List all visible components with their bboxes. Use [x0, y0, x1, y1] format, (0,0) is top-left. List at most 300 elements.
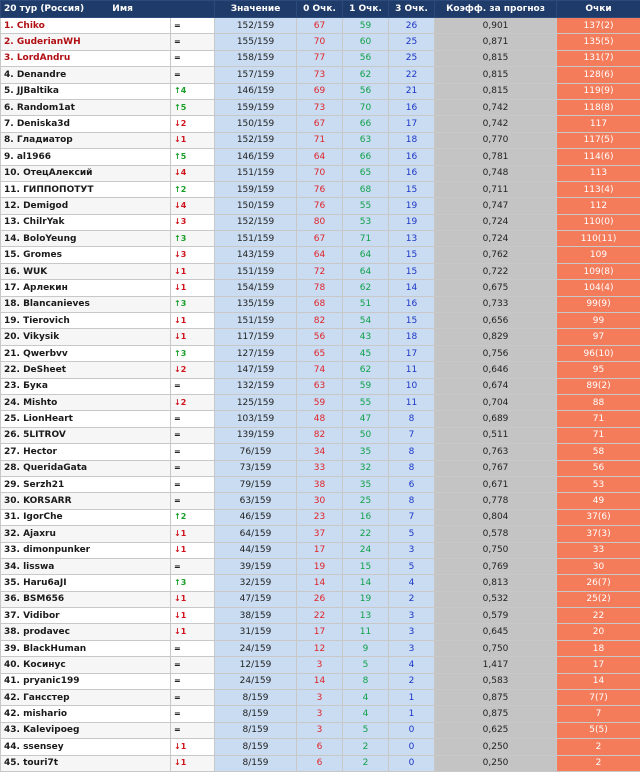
player-name: 37. Vidibor: [1, 608, 171, 624]
coefficient-cell: 0,871: [435, 34, 557, 50]
table-row: [1, 558, 640, 574]
coefficient-cell: 0,750: [435, 542, 557, 558]
table-row: [1, 67, 640, 83]
value-cell: 150/159: [215, 116, 297, 132]
three-points-cell: 15: [389, 263, 435, 279]
table-row: [1, 427, 640, 443]
table-row: [1, 165, 640, 181]
three-points-cell: 8: [389, 460, 435, 476]
player-name: 34. lisswa: [1, 558, 171, 574]
one-point-cell: 16: [343, 509, 389, 525]
coefficient-cell: 0,815: [435, 50, 557, 66]
zero-points-cell: 23: [297, 509, 343, 525]
points-cell: 88: [557, 394, 640, 410]
zero-points-cell: 6: [297, 739, 343, 755]
zero-points-cell: 3: [297, 657, 343, 673]
one-point-cell: 19: [343, 591, 389, 607]
trend-indicator: ↓1: [171, 329, 215, 345]
value-cell: 24/159: [215, 673, 297, 689]
coefficient-cell: 0,750: [435, 640, 557, 656]
trend-indicator: ↓1: [171, 313, 215, 329]
header-value: Значение: [215, 1, 297, 18]
value-cell: 47/159: [215, 591, 297, 607]
player-name: 16. WUK: [1, 263, 171, 279]
points-cell: 22: [557, 608, 640, 624]
table-row: [1, 411, 640, 427]
coefficient-cell: 0,804: [435, 509, 557, 525]
value-cell: 159/159: [215, 99, 297, 115]
three-points-cell: 1: [389, 706, 435, 722]
value-cell: 32/159: [215, 575, 297, 591]
three-points-cell: 16: [389, 99, 435, 115]
zero-points-cell: 38: [297, 476, 343, 492]
trend-indicator: =: [171, 558, 215, 574]
zero-points-cell: 68: [297, 296, 343, 312]
value-cell: 44/159: [215, 542, 297, 558]
coefficient-cell: 0,762: [435, 247, 557, 263]
zero-points-cell: 64: [297, 149, 343, 165]
points-cell: 137(2): [557, 18, 640, 34]
zero-points-cell: 48: [297, 411, 343, 427]
player-name: 22. DeSheet: [1, 362, 171, 378]
player-name: 14. BoloYeung: [1, 231, 171, 247]
coefficient-cell: 0,656: [435, 313, 557, 329]
zero-points-cell: 59: [297, 394, 343, 410]
trend-indicator: =: [171, 493, 215, 509]
points-cell: 118(8): [557, 99, 640, 115]
three-points-cell: 11: [389, 394, 435, 410]
trend-indicator: ↑4: [171, 83, 215, 99]
three-points-cell: 2: [389, 591, 435, 607]
coefficient-cell: 0,578: [435, 526, 557, 542]
value-cell: 8/159: [215, 755, 297, 771]
trend-indicator: ↓4: [171, 198, 215, 214]
trend-indicator: ↑2: [171, 509, 215, 525]
trend-indicator: ↓3: [171, 247, 215, 263]
header-three-points: 3 Очк.: [389, 1, 435, 18]
zero-points-cell: 64: [297, 247, 343, 263]
player-name: 4. Denandre: [1, 67, 171, 83]
player-name: 36. BSM656: [1, 591, 171, 607]
three-points-cell: 5: [389, 558, 435, 574]
value-cell: 8/159: [215, 739, 297, 755]
table-row: [1, 509, 640, 525]
points-cell: 99: [557, 313, 640, 329]
table-row: [1, 460, 640, 476]
three-points-cell: 15: [389, 313, 435, 329]
zero-points-cell: 82: [297, 313, 343, 329]
player-name: 15. Gromes: [1, 247, 171, 263]
table-row: [1, 493, 640, 509]
value-cell: 38/159: [215, 608, 297, 624]
table-row: [1, 526, 640, 542]
one-point-cell: 54: [343, 313, 389, 329]
trend-indicator: ↓1: [171, 526, 215, 542]
zero-points-cell: 70: [297, 34, 343, 50]
table-row: [1, 444, 640, 460]
player-name: 29. Serzh21: [1, 476, 171, 492]
trend-indicator: ↑3: [171, 231, 215, 247]
points-cell: 109(8): [557, 263, 640, 279]
one-point-cell: 22: [343, 526, 389, 542]
three-points-cell: 0: [389, 739, 435, 755]
header-zero-points: 0 Очк.: [297, 1, 343, 18]
zero-points-cell: 69: [297, 83, 343, 99]
value-cell: 151/159: [215, 263, 297, 279]
trend-indicator: ↓2: [171, 116, 215, 132]
three-points-cell: 16: [389, 165, 435, 181]
three-points-cell: 13: [389, 231, 435, 247]
value-cell: 147/159: [215, 362, 297, 378]
points-cell: 49: [557, 493, 640, 509]
points-cell: 14: [557, 673, 640, 689]
table-row: [1, 673, 640, 689]
trend-indicator: ↑3: [171, 296, 215, 312]
trend-indicator: ↓2: [171, 362, 215, 378]
value-cell: 143/159: [215, 247, 297, 263]
one-point-cell: 68: [343, 181, 389, 197]
coefficient-cell: 0,250: [435, 755, 557, 771]
points-cell: 110(11): [557, 231, 640, 247]
three-points-cell: 3: [389, 640, 435, 656]
trend-indicator: ↑2: [171, 181, 215, 197]
one-point-cell: 53: [343, 214, 389, 230]
table-row: [1, 132, 640, 148]
coefficient-cell: 0,645: [435, 624, 557, 640]
three-points-cell: 8: [389, 444, 435, 460]
zero-points-cell: 82: [297, 427, 343, 443]
zero-points-cell: 3: [297, 690, 343, 706]
coefficient-cell: 0,875: [435, 690, 557, 706]
trend-indicator: ↓4: [171, 165, 215, 181]
points-cell: 5(5): [557, 722, 640, 738]
three-points-cell: 17: [389, 345, 435, 361]
one-point-cell: 65: [343, 165, 389, 181]
table-row: [1, 34, 640, 50]
points-cell: 37(6): [557, 509, 640, 525]
value-cell: 125/159: [215, 394, 297, 410]
coefficient-cell: 0,722: [435, 263, 557, 279]
player-name: 8. Гладиатор: [1, 132, 171, 148]
zero-points-cell: 30: [297, 493, 343, 509]
one-point-cell: 66: [343, 116, 389, 132]
one-point-cell: 59: [343, 378, 389, 394]
player-name: 12. Demigod: [1, 198, 171, 214]
coefficient-cell: 0,763: [435, 444, 557, 460]
player-name: 35. Haru6aJI: [1, 575, 171, 591]
trend-indicator: ↓1: [171, 132, 215, 148]
trend-indicator: =: [171, 460, 215, 476]
one-point-cell: 55: [343, 394, 389, 410]
one-point-cell: 9: [343, 640, 389, 656]
points-cell: 104(4): [557, 280, 640, 296]
player-name: 28. QueridaGata: [1, 460, 171, 476]
zero-points-cell: 72: [297, 263, 343, 279]
player-name: 17. Арлекин: [1, 280, 171, 296]
player-name: 10. ОтецАлексий: [1, 165, 171, 181]
zero-points-cell: 74: [297, 362, 343, 378]
zero-points-cell: 22: [297, 608, 343, 624]
player-name: 5. JJBaltika: [1, 83, 171, 99]
coefficient-cell: 0,742: [435, 116, 557, 132]
three-points-cell: 8: [389, 493, 435, 509]
player-name: 38. prodavec: [1, 624, 171, 640]
header-round-name: [1, 1, 215, 18]
three-points-cell: 8: [389, 411, 435, 427]
table-row: [1, 739, 640, 755]
value-cell: 151/159: [215, 165, 297, 181]
value-cell: 152/159: [215, 214, 297, 230]
value-cell: 154/159: [215, 280, 297, 296]
one-point-cell: 47: [343, 411, 389, 427]
player-name: 27. Hector: [1, 444, 171, 460]
zero-points-cell: 80: [297, 214, 343, 230]
points-cell: 2: [557, 755, 640, 771]
zero-points-cell: 67: [297, 18, 343, 34]
zero-points-cell: 6: [297, 755, 343, 771]
table-row: [1, 116, 640, 132]
zero-points-cell: 70: [297, 165, 343, 181]
one-point-cell: 51: [343, 296, 389, 312]
header-name: Имя: [112, 4, 133, 14]
value-cell: 146/159: [215, 149, 297, 165]
points-cell: 117(5): [557, 132, 640, 148]
coefficient-cell: 0,770: [435, 132, 557, 148]
one-point-cell: 50: [343, 427, 389, 443]
player-name: 32. Ajaxru: [1, 526, 171, 542]
three-points-cell: 22: [389, 67, 435, 83]
coefficient-cell: 0,813: [435, 575, 557, 591]
three-points-cell: 0: [389, 755, 435, 771]
zero-points-cell: 78: [297, 280, 343, 296]
player-name: 11. ГИППОПОТУТ: [1, 181, 171, 197]
one-point-cell: 11: [343, 624, 389, 640]
points-cell: 33: [557, 542, 640, 558]
value-cell: 152/159: [215, 132, 297, 148]
value-cell: 159/159: [215, 181, 297, 197]
trend-indicator: =: [171, 722, 215, 738]
points-cell: 119(9): [557, 83, 640, 99]
value-cell: 8/159: [215, 706, 297, 722]
one-point-cell: 59: [343, 18, 389, 34]
one-point-cell: 5: [343, 657, 389, 673]
one-point-cell: 55: [343, 198, 389, 214]
table-row: [1, 591, 640, 607]
points-cell: 109: [557, 247, 640, 263]
table-row: [1, 476, 640, 492]
table-row: [1, 608, 640, 624]
one-point-cell: 56: [343, 50, 389, 66]
three-points-cell: 21: [389, 83, 435, 99]
one-point-cell: 2: [343, 755, 389, 771]
player-name: 3. LordAndru: [1, 50, 171, 66]
value-cell: 127/159: [215, 345, 297, 361]
three-points-cell: 4: [389, 575, 435, 591]
trend-indicator: ↓1: [171, 755, 215, 771]
table-row: [1, 50, 640, 66]
player-name: 6. Random1at: [1, 99, 171, 115]
points-cell: 99(9): [557, 296, 640, 312]
three-points-cell: 19: [389, 214, 435, 230]
zero-points-cell: 3: [297, 706, 343, 722]
zero-points-cell: 34: [297, 444, 343, 460]
zero-points-cell: 17: [297, 542, 343, 558]
trend-indicator: ↓3: [171, 214, 215, 230]
table-row: [1, 542, 640, 558]
player-name: 1. Chiko: [1, 18, 171, 34]
coefficient-cell: 0,875: [435, 706, 557, 722]
player-name: 25. LionHeart: [1, 411, 171, 427]
one-point-cell: 14: [343, 575, 389, 591]
one-point-cell: 8: [343, 673, 389, 689]
coefficient-cell: 0,724: [435, 231, 557, 247]
coefficient-cell: 0,704: [435, 394, 557, 410]
table-row: [1, 247, 640, 263]
value-cell: 151/159: [215, 231, 297, 247]
points-cell: 113: [557, 165, 640, 181]
three-points-cell: 25: [389, 34, 435, 50]
three-points-cell: 26: [389, 18, 435, 34]
three-points-cell: 7: [389, 427, 435, 443]
coefficient-cell: 0,733: [435, 296, 557, 312]
zero-points-cell: 12: [297, 640, 343, 656]
points-cell: 26(7): [557, 575, 640, 591]
value-cell: 152/159: [215, 18, 297, 34]
trend-indicator: =: [171, 427, 215, 443]
three-points-cell: 19: [389, 198, 435, 214]
one-point-cell: 35: [343, 444, 389, 460]
value-cell: 151/159: [215, 313, 297, 329]
one-point-cell: 15: [343, 558, 389, 574]
points-cell: 117: [557, 116, 640, 132]
one-point-cell: 4: [343, 690, 389, 706]
coefficient-cell: 0,583: [435, 673, 557, 689]
table-row: [1, 263, 640, 279]
coefficient-cell: 0,815: [435, 83, 557, 99]
zero-points-cell: 19: [297, 558, 343, 574]
one-point-cell: 63: [343, 132, 389, 148]
zero-points-cell: 33: [297, 460, 343, 476]
one-point-cell: 35: [343, 476, 389, 492]
value-cell: 117/159: [215, 329, 297, 345]
value-cell: 46/159: [215, 509, 297, 525]
points-cell: 56: [557, 460, 640, 476]
coefficient-cell: 0,579: [435, 608, 557, 624]
coefficient-cell: 0,748: [435, 165, 557, 181]
points-cell: 110(0): [557, 214, 640, 230]
one-point-cell: 32: [343, 460, 389, 476]
points-cell: 89(2): [557, 378, 640, 394]
coefficient-cell: 0,756: [435, 345, 557, 361]
zero-points-cell: 73: [297, 67, 343, 83]
table-row: [1, 280, 640, 296]
three-points-cell: 15: [389, 247, 435, 263]
zero-points-cell: 3: [297, 722, 343, 738]
trend-indicator: =: [171, 657, 215, 673]
player-name: 13. ChilrYak: [1, 214, 171, 230]
table-row: [1, 149, 640, 165]
coefficient-cell: 0,767: [435, 460, 557, 476]
one-point-cell: 13: [343, 608, 389, 624]
trend-indicator: ↑3: [171, 345, 215, 361]
three-points-cell: 3: [389, 608, 435, 624]
coefficient-cell: 0,250: [435, 739, 557, 755]
one-point-cell: 4: [343, 706, 389, 722]
coefficient-cell: 0,724: [435, 214, 557, 230]
one-point-cell: 24: [343, 542, 389, 558]
trend-indicator: ↓1: [171, 591, 215, 607]
three-points-cell: 10: [389, 378, 435, 394]
three-points-cell: 15: [389, 181, 435, 197]
player-name: 21. Qwerbvv: [1, 345, 171, 361]
points-cell: 135(5): [557, 34, 640, 50]
points-cell: 7: [557, 706, 640, 722]
zero-points-cell: 63: [297, 378, 343, 394]
trend-indicator: ↓1: [171, 542, 215, 558]
value-cell: 24/159: [215, 640, 297, 656]
table-row: [1, 362, 640, 378]
player-name: 31. IgorChe: [1, 509, 171, 525]
coefficient-cell: 0,511: [435, 427, 557, 443]
value-cell: 135/159: [215, 296, 297, 312]
one-point-cell: 71: [343, 231, 389, 247]
zero-points-cell: 76: [297, 181, 343, 197]
zero-points-cell: 77: [297, 50, 343, 66]
zero-points-cell: 76: [297, 198, 343, 214]
three-points-cell: 18: [389, 132, 435, 148]
player-name: 41. pryanic199: [1, 673, 171, 689]
player-name: 26. 5LITROV: [1, 427, 171, 443]
trend-indicator: ↓1: [171, 624, 215, 640]
one-point-cell: 70: [343, 99, 389, 115]
coefficient-cell: 0,711: [435, 181, 557, 197]
one-point-cell: 66: [343, 149, 389, 165]
coefficient-cell: 0,674: [435, 378, 557, 394]
value-cell: 76/159: [215, 444, 297, 460]
coefficient-cell: 0,689: [435, 411, 557, 427]
one-point-cell: 43: [343, 329, 389, 345]
value-cell: 39/159: [215, 558, 297, 574]
table-row: [1, 214, 640, 230]
coefficient-cell: 0,671: [435, 476, 557, 492]
value-cell: 63/159: [215, 493, 297, 509]
points-cell: 58: [557, 444, 640, 460]
table-row: [1, 690, 640, 706]
one-point-cell: 56: [343, 83, 389, 99]
three-points-cell: 1: [389, 690, 435, 706]
coefficient-cell: 0,675: [435, 280, 557, 296]
one-point-cell: 64: [343, 263, 389, 279]
coefficient-cell: 0,829: [435, 329, 557, 345]
value-cell: 150/159: [215, 198, 297, 214]
three-points-cell: 14: [389, 280, 435, 296]
table-row: [1, 313, 640, 329]
zero-points-cell: 65: [297, 345, 343, 361]
value-cell: 64/159: [215, 526, 297, 542]
three-points-cell: 17: [389, 116, 435, 132]
points-cell: 95: [557, 362, 640, 378]
three-points-cell: 16: [389, 296, 435, 312]
player-name: 39. BlackHuman: [1, 640, 171, 656]
points-cell: 7(7): [557, 690, 640, 706]
three-points-cell: 3: [389, 542, 435, 558]
player-name: 42. Гансстер: [1, 690, 171, 706]
value-cell: 155/159: [215, 34, 297, 50]
table-row: [1, 755, 640, 771]
points-cell: 112: [557, 198, 640, 214]
one-point-cell: 62: [343, 362, 389, 378]
trend-indicator: =: [171, 476, 215, 492]
